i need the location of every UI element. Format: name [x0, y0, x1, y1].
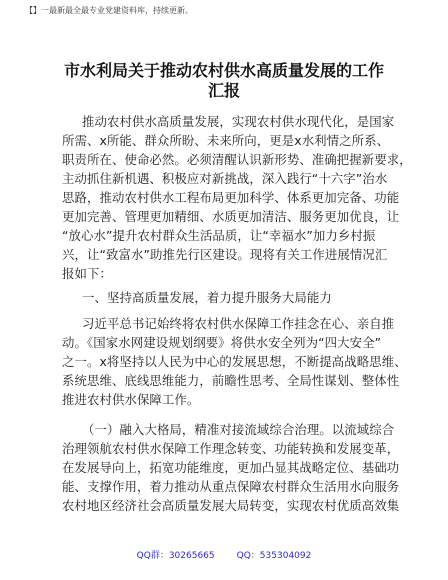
- body-line: “放心水”提升农村群众生活品质，让“幸福水”加力乡村振: [62, 228, 376, 243]
- qq-group-number: QQ群：30265665: [136, 551, 215, 561]
- body-line: 兴，让“致富水”助推先行区建设。现将有关工作进展情况汇: [62, 247, 388, 262]
- body-line: （一）融入大格局，精准对接流域综合治理。以流域综合: [82, 422, 395, 437]
- body-line: 习近平总书记始终将农村供水保障工作挂念在心、亲自推: [82, 316, 395, 331]
- body-line: 能、支撑作用，着力推动从重点保障农村群众生活用水向服务: [62, 479, 400, 494]
- body-line: 在发展导向上，拓宽功能维度，更加凸显其战略定位、基础功: [62, 460, 400, 475]
- body-line: 主动抓住新机遇、积极应对新挑战，深入践行“十六字”治水: [62, 171, 388, 186]
- body-line: 动。《国家水网建设规划纲要》将供水安全列为“四大安全”: [62, 335, 382, 350]
- qq-number: QQ：535304092: [236, 551, 312, 561]
- body-line: 推动农村供水高质量发展，实现农村供水现代化，是国家: [82, 114, 395, 129]
- footer-contact: [0, 550, 448, 562]
- section-heading: 一、坚持高质量发展，着力提升服务大局能力: [82, 290, 332, 305]
- body-line: 治理领航农村供水保障工作理念转变、功能转换和发展变革，: [62, 441, 400, 456]
- body-line: 报如下：: [62, 266, 112, 281]
- body-line: 更加完善、管理更加精细、水质更加清洁、服务更加优良，让: [62, 209, 400, 224]
- body-line: 职责所在、使命必然。必须清醒认识新形势、准确把握新要求，: [62, 152, 412, 167]
- body-line: 所需、x所能、群众所盼、未来所向，更是x水利情之所系、: [62, 133, 390, 148]
- body-line: 推进农村供水保障工作。: [62, 392, 200, 407]
- body-line: 农村地区经济社会高质量发展大局转变，实现农村优质高效集: [62, 498, 400, 513]
- body-line: 系统思维、底线思维能力，前瞻性思考、全局性谋划、整体性: [62, 373, 400, 388]
- body-line: 思路，推动农村供水工程布局更加科学、体系更加完备、功能: [62, 190, 400, 205]
- document-title-line-1: 市水利局关于推动农村供水高质量发展的工作: [63, 61, 384, 80]
- document-title-line-2: 汇报: [207, 81, 240, 100]
- body-line: 之一。x将坚持以人民为中心的发展思想，不断提高战略思维、: [62, 354, 407, 369]
- header-note: 【】一最新最全最专业党建资料库，持续更新。: [25, 6, 193, 15]
